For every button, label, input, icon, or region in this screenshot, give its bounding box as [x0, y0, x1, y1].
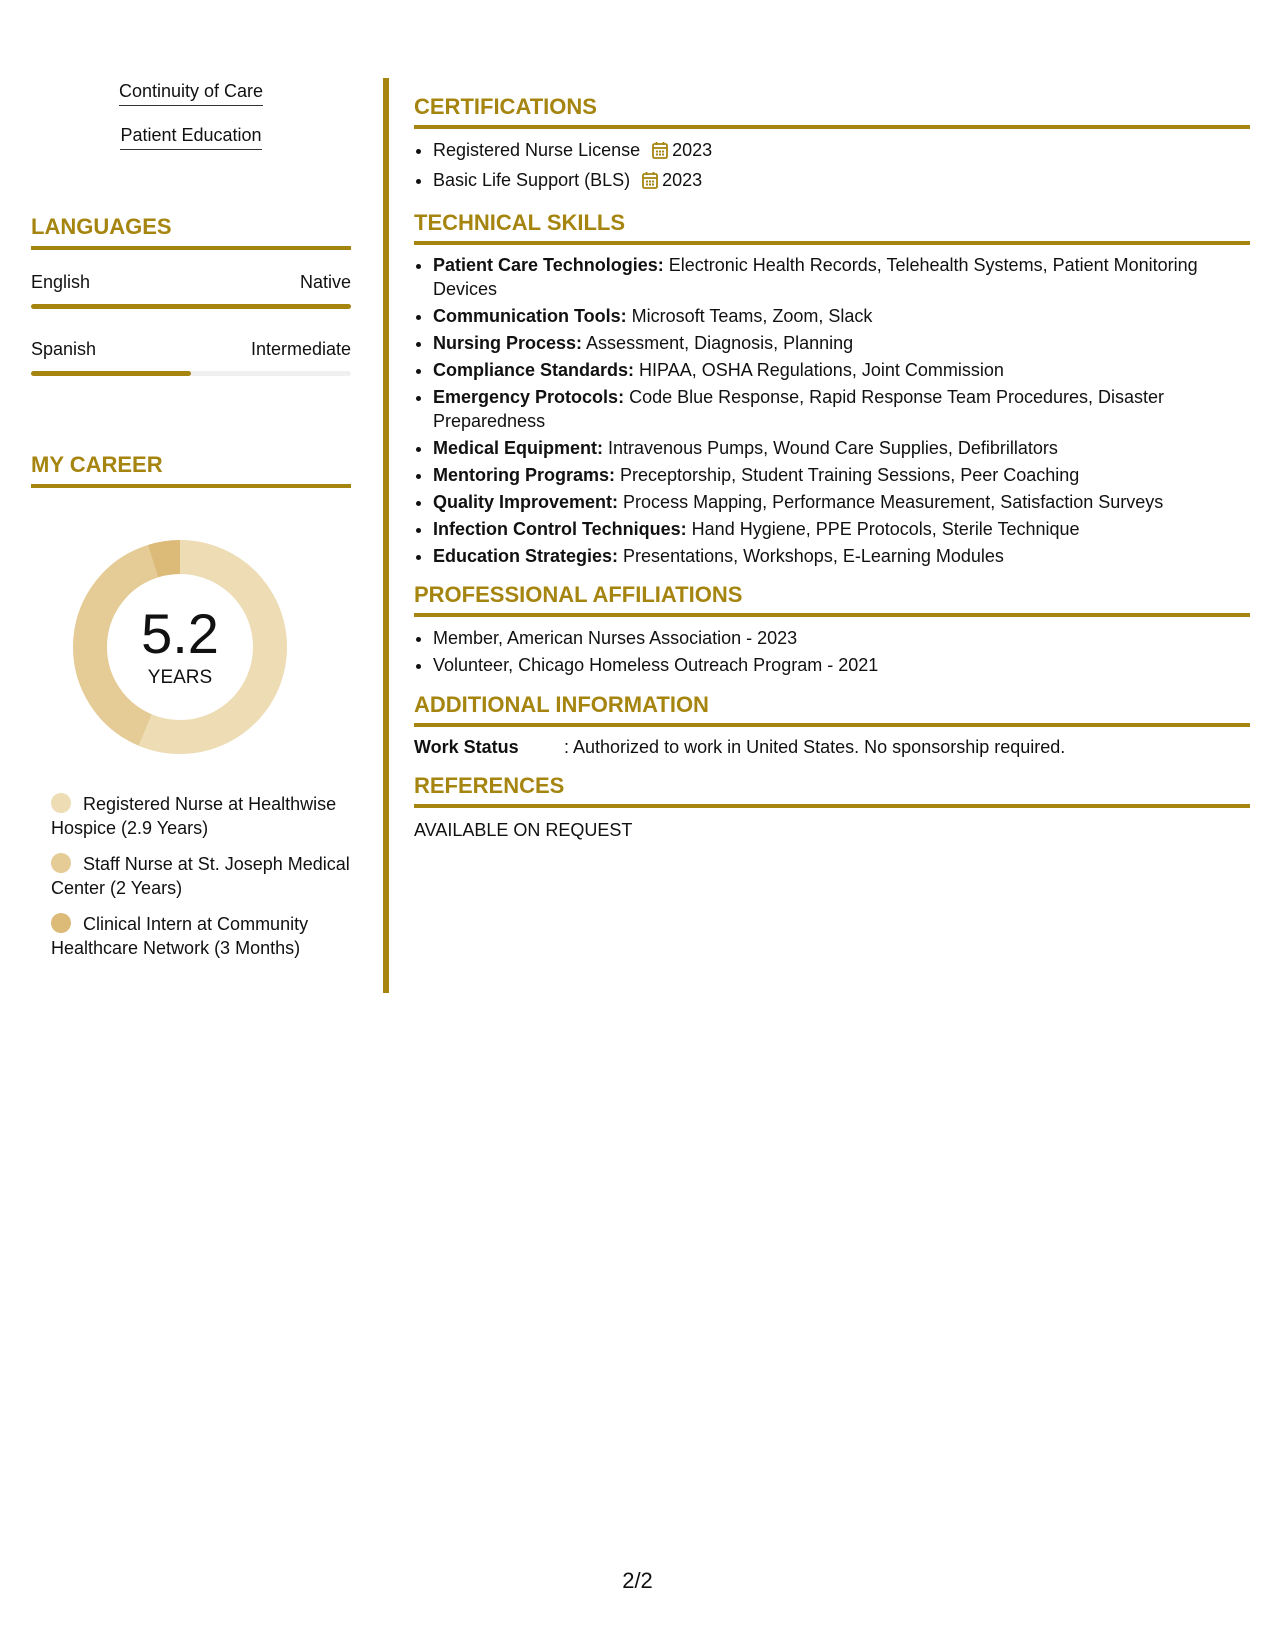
affiliations-heading: PROFESSIONAL AFFILIATIONS: [414, 580, 1250, 617]
strength-item: Continuity of Care: [119, 80, 263, 106]
calendar-icon: [642, 170, 658, 197]
certifications-section: [414, 92, 1250, 196]
right-column: [414, 92, 1250, 854]
affiliation-item: • Member, American Nurses Association - 2023: [433, 625, 1250, 652]
references-text: AVAILABLE ON REQUEST: [414, 820, 633, 840]
language-level: Native: [299, 272, 351, 292]
work-status-value: : Authorized to work in United States. No sponsorship required.: [564, 737, 1066, 757]
language-proficiency-fill: [31, 304, 351, 309]
work-status-row: [414, 735, 1250, 759]
affiliations-section: [414, 580, 1250, 678]
legend-dot-icon: [51, 913, 71, 933]
additional-info-heading: ADDITIONAL INFORMATION: [414, 690, 1250, 727]
career-section: [31, 450, 351, 972]
certification-item: [433, 137, 1250, 167]
legend-dot-icon: [51, 853, 71, 873]
skill-value: Presentations, Workshops, E-Learning Modules: [618, 546, 1004, 566]
skill-value: Preceptorship, Student Training Sessions, Peer Coaching: [615, 465, 1080, 485]
career-heading: MY CAREER: [31, 450, 351, 488]
additional-info-section: [414, 690, 1250, 759]
skill-label: Quality Improvement:: [433, 492, 619, 512]
certifications-heading: CERTIFICATIONS: [414, 92, 1250, 129]
certification-year: 2023: [672, 140, 713, 160]
certification-name: Basic Life Support (BLS): [433, 169, 631, 190]
skill-item: [433, 385, 1250, 433]
skill-label: Communication Tools:: [433, 306, 627, 326]
career-legend-text: Registered Nurse at Healthwise Hospice (2.9 Years): [51, 794, 337, 838]
technical-skills-list: [414, 253, 1250, 568]
references-heading: REFERENCES: [414, 771, 1250, 808]
references-section: [414, 771, 1250, 842]
certification-name: Registered Nurse License: [433, 140, 641, 160]
career-donut-chart: [65, 532, 295, 762]
column-divider: [383, 78, 389, 993]
skill-label: Infection Control Techniques:: [433, 519, 687, 539]
strength-item: Patient Education: [120, 124, 261, 150]
affiliations-list: [414, 625, 1250, 678]
languages-heading: LANGUAGES: [31, 212, 351, 250]
language-name: English: [31, 272, 91, 292]
language-proficiency-bar: [31, 371, 351, 376]
skill-label: Medical Equipment:: [433, 438, 604, 458]
language-item: [31, 337, 351, 376]
skill-label: Education Strategies:: [433, 546, 619, 566]
skill-value: Hand Hygiene, PPE Protocols, Sterile Technique: [686, 519, 1080, 539]
affiliation-item: • Volunteer, Chicago Homeless Outreach Program - 2021: [433, 652, 1250, 679]
skill-label: Mentoring Programs:: [433, 465, 616, 485]
skill-value: HIPAA, OSHA Regulations, Joint Commission: [634, 360, 1004, 380]
skill-item: [433, 304, 1250, 328]
skill-value: Assessment, Diagnosis, Planning: [582, 333, 854, 353]
skill-value: Microsoft Teams, Zoom, Slack: [626, 306, 873, 326]
skill-item: [433, 463, 1250, 487]
career-legend-item: [51, 792, 351, 840]
skill-item: [433, 517, 1250, 541]
technical-skills-section: [414, 208, 1250, 568]
career-legend: [31, 792, 351, 960]
career-legend-item: [51, 912, 351, 960]
certifications-list: [414, 137, 1250, 196]
certification-year: 2023: [662, 169, 703, 190]
language-proficiency-bar: [31, 304, 351, 309]
skill-item: [433, 358, 1250, 382]
certification-item: [433, 167, 1250, 197]
legend-dot-icon: [51, 793, 71, 813]
skill-item: [433, 544, 1250, 568]
skill-value: Intravenous Pumps, Wound Care Supplies, Defibrillators: [603, 438, 1058, 458]
skill-value: Process Mapping, Performance Measurement, Satisfaction Surveys: [618, 492, 1164, 512]
skill-label: Compliance Standards:: [433, 360, 635, 380]
skill-value: Electronic Health Records, Telehealth Systems, Patient Monitoring Devices: [433, 255, 1198, 299]
skill-item: [433, 331, 1250, 355]
language-name: Spanish: [31, 339, 97, 359]
career-total-years: 5.2: [141, 602, 219, 665]
page-number: 2/2: [622, 1568, 653, 1593]
skill-label: Nursing Process:: [433, 333, 583, 353]
career-legend-text: Staff Nurse at St. Joseph Medical Center (2 Years): [51, 854, 350, 898]
left-column: [31, 80, 351, 958]
language-level: Intermediate: [250, 339, 351, 359]
strengths-list: [31, 80, 351, 168]
language-proficiency-fill: [31, 371, 191, 376]
skill-item: [433, 436, 1250, 460]
language-item: [31, 270, 351, 309]
career-legend-item: [51, 852, 351, 900]
work-status-label: Work Status: [414, 737, 519, 757]
skill-item: [433, 253, 1250, 301]
languages-section: [31, 212, 351, 376]
skill-label: Emergency Protocols:: [433, 387, 625, 407]
skill-item: [433, 490, 1250, 514]
technical-skills-heading: TECHNICAL SKILLS: [414, 208, 1250, 245]
career-total-unit: YEARS: [147, 667, 213, 688]
skill-label: Patient Care Technologies:: [433, 255, 664, 275]
calendar-icon: [652, 140, 668, 167]
skill-value: Code Blue Response, Rapid Response Team Procedures, Disaster Preparedness: [433, 387, 1165, 431]
career-legend-text: Clinical Intern at Community Healthcare Network (3 Months): [51, 914, 309, 958]
